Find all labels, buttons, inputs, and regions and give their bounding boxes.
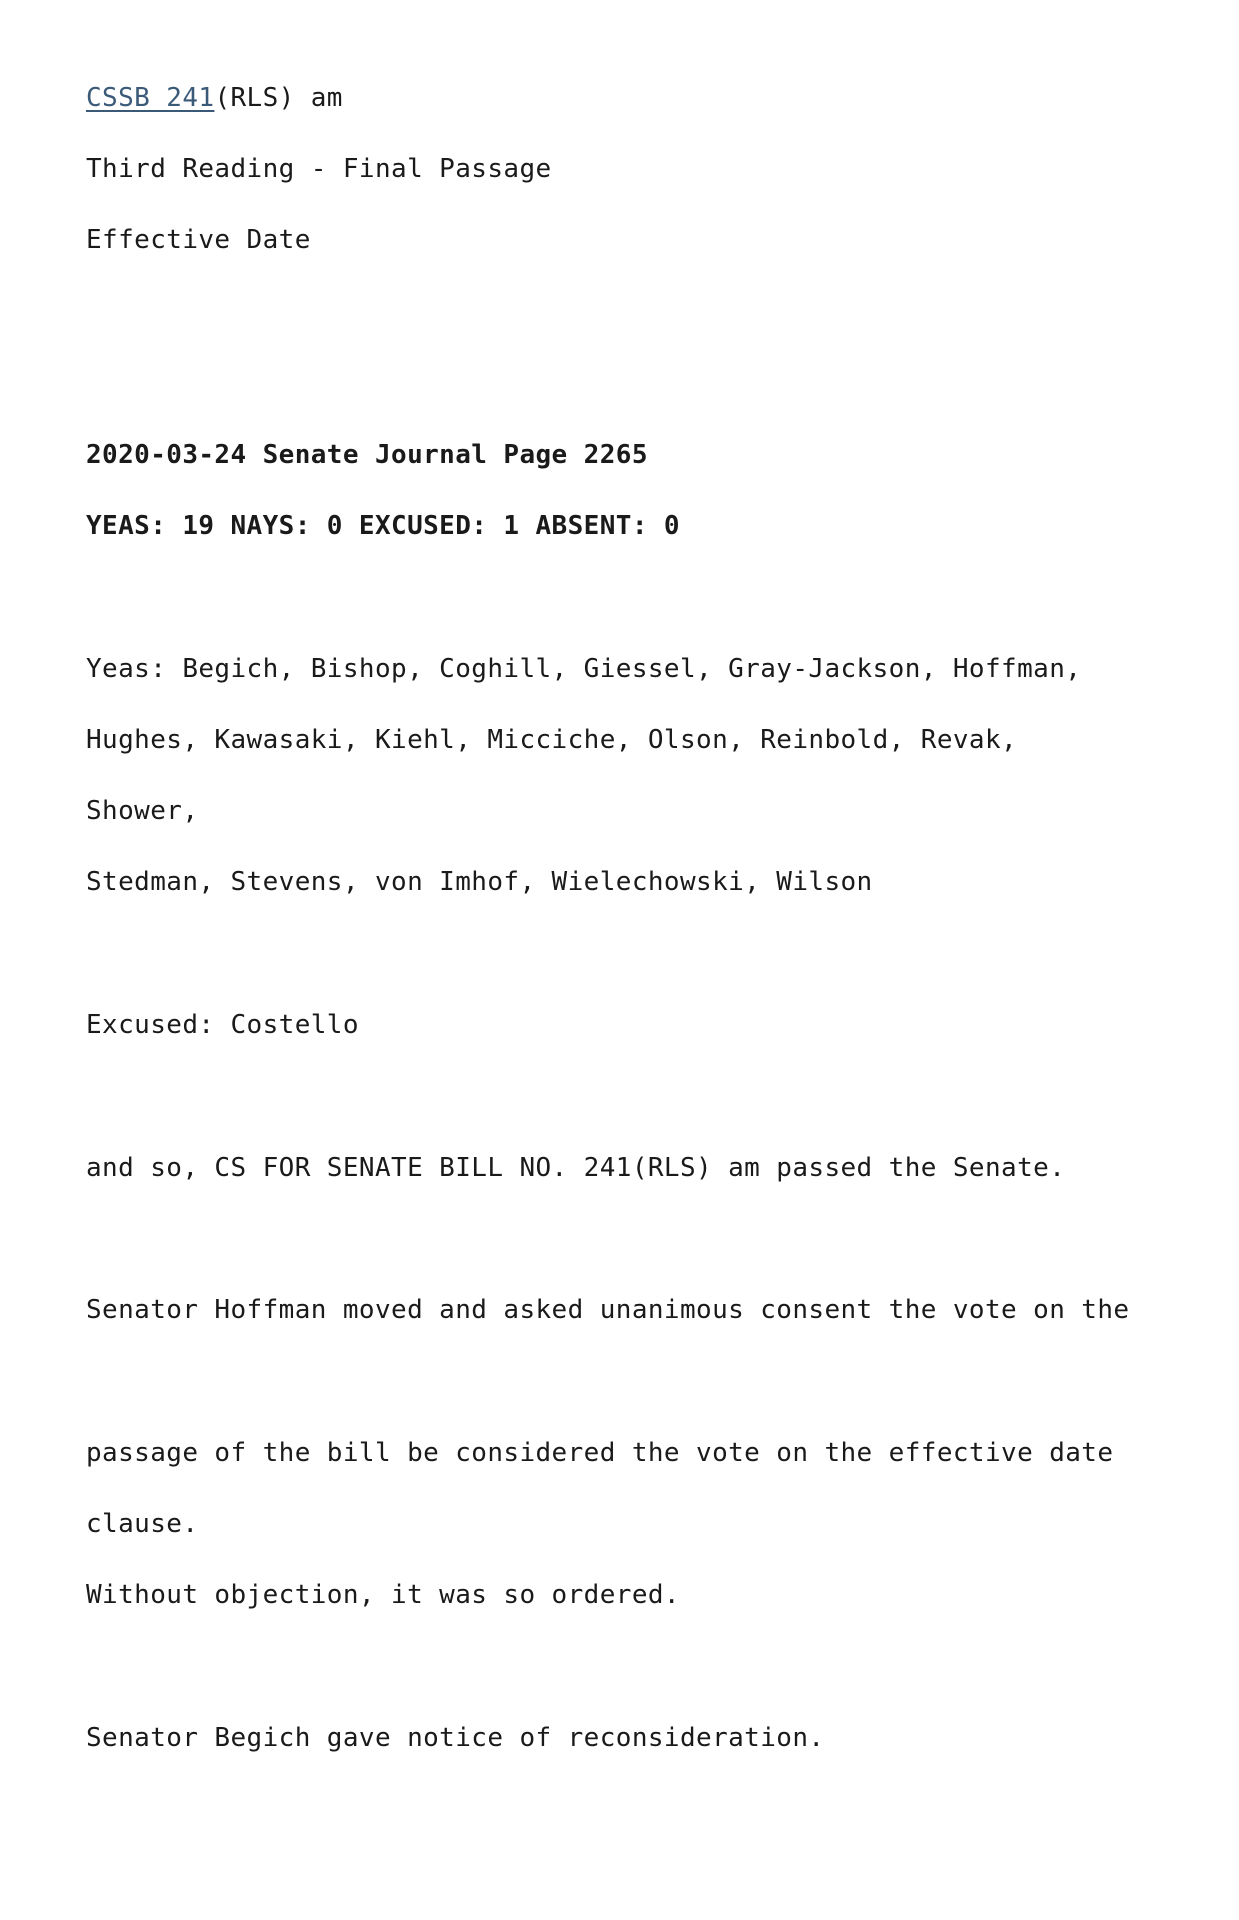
bill-title [86,82,343,114]
motion-line: clause. [86,1509,199,1539]
motion-line: passage of the bill be considered the vote on the effective date [86,1438,1114,1468]
vote-tally: YEAS: 19 NAYS: 0 EXCUSED: 1 ABSENT: 0 [86,511,680,541]
journal-heading: 2020-03-24 Senate Journal Page 2265 [86,440,648,470]
reading-stage: Third Reading - Final Passage [86,154,552,184]
ordered-statement: Without objection, it was so ordered. [86,1580,680,1610]
passed-statement: and so, CS FOR SENATE BILL NO. 241(RLS) am passed the Senate. [86,1153,1066,1183]
excused-line: Excused: Costello [86,1010,359,1040]
yeas-line: Shower, [86,796,199,826]
yeas-line: Stedman, Stevens, von Imhof, Wielechowski, Wilson [86,867,873,897]
yeas-line: Yeas: Begich, Bishop, Coghill, Giessel, Gray-Jackson, Hoffman, [86,654,1082,684]
bill-link[interactable]: CSSB 241 [86,83,215,113]
reconsideration-notice: Senator Begich gave notice of reconsideration. [86,1723,825,1753]
yeas-line: Hughes, Kawasaki, Kiehl, Micciche, Olson, Reinbold, Revak, [86,725,1018,755]
vote-subject: Effective Date [86,225,311,255]
motion-line: Senator Hoffman moved and asked unanimous consent the vote on the [86,1295,1130,1325]
bill-suffix: (RLS) am [214,83,343,113]
